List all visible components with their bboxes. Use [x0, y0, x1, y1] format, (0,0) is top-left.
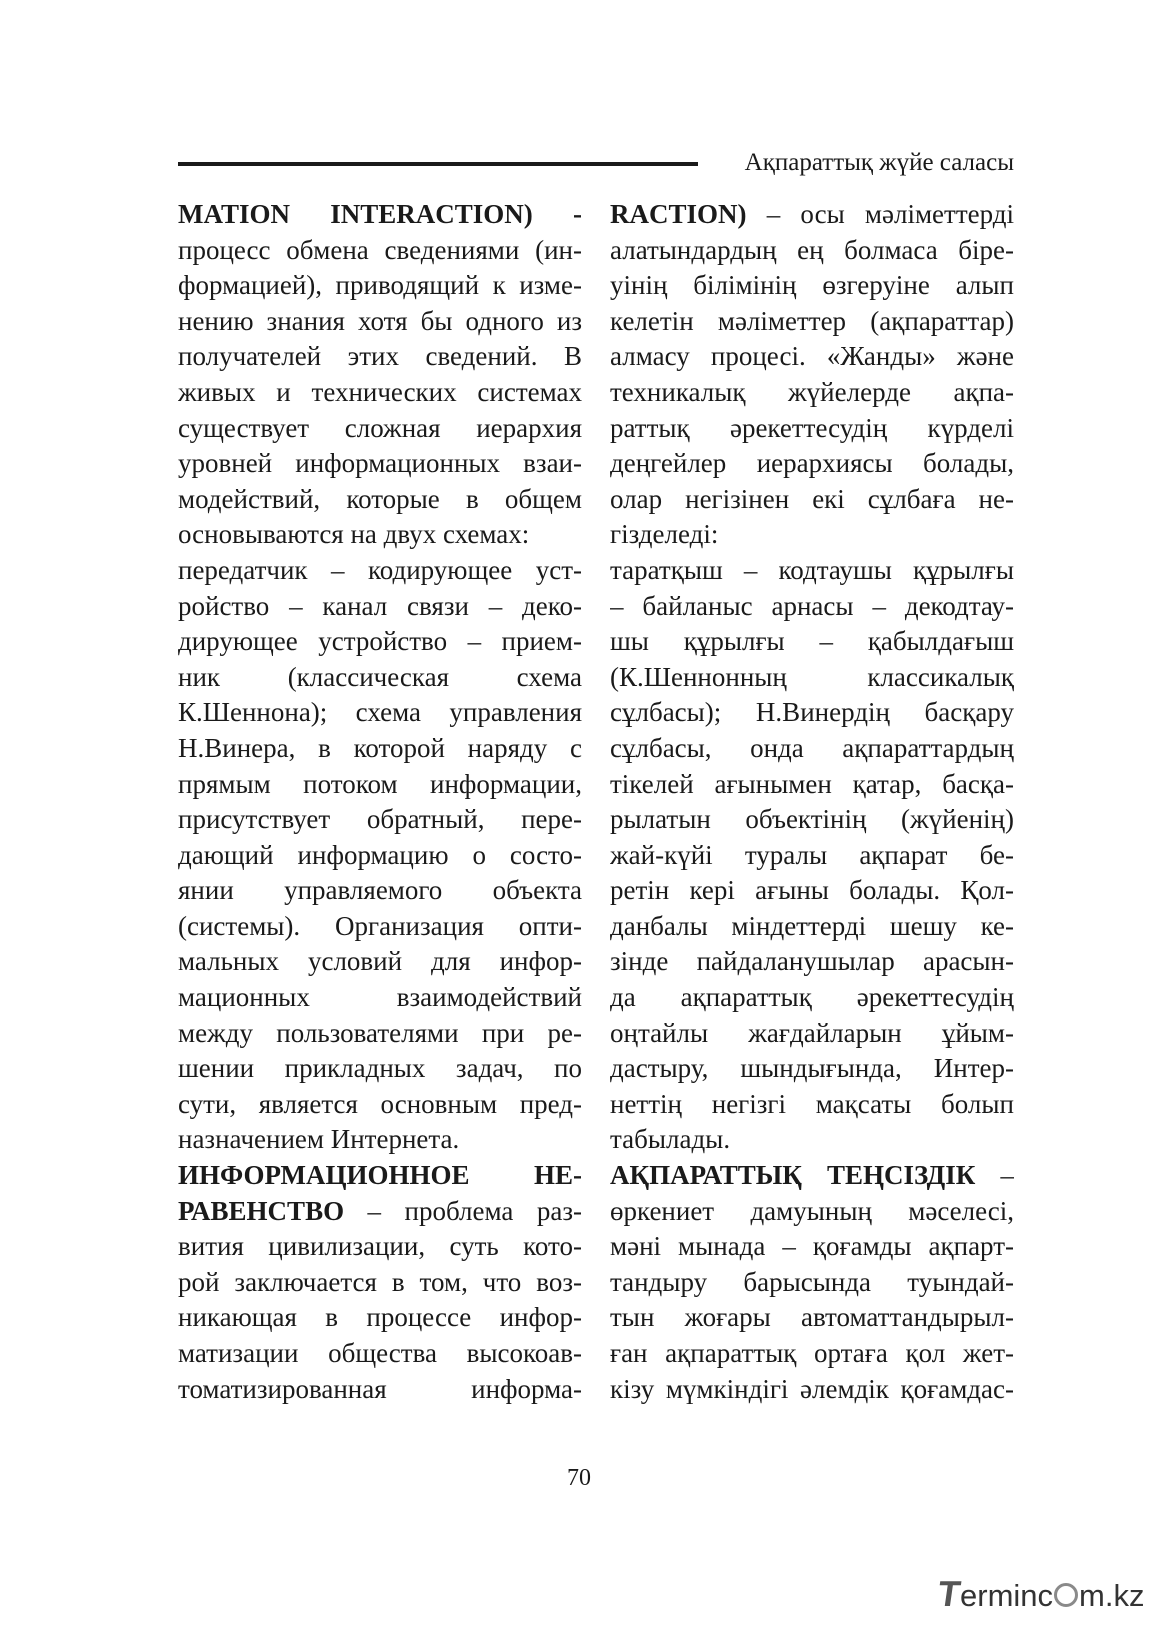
text-run: сути, является основным пред-: [178, 1088, 582, 1119]
text-line: [610, 553, 1014, 589]
text-run: неттің негізгі мақсаты болып: [610, 1088, 1014, 1119]
term-heading: АҚПАРАТТЫҚ ТЕҢСІЗДІК: [610, 1160, 976, 1191]
text-line: [610, 589, 1014, 625]
text-line: [610, 1122, 1014, 1158]
term-heading: MATION INTERACTION) -: [178, 199, 582, 229]
text-run: тікелей ағынымен қатар, басқа-: [610, 768, 1014, 799]
running-title: Ақпараттық жүйе саласы: [744, 149, 1014, 176]
text-run: Н.Винера, в которой наряду с: [178, 732, 582, 763]
text-run: существует сложная иерархия: [178, 412, 582, 443]
text-line: [610, 446, 1014, 482]
text-line: [178, 767, 582, 803]
header-rule: [178, 162, 698, 166]
text-run: мәні мынада – қоғамды ақпарт-: [610, 1231, 1014, 1262]
running-header: [178, 148, 1014, 182]
text-line: [610, 660, 1014, 696]
text-line: [610, 482, 1014, 518]
text-line: [178, 1229, 582, 1265]
watermark-text-c: c: [1037, 1578, 1054, 1613]
text-run: зінде пайдаланушылар арасын-: [610, 946, 1014, 977]
text-run: олар негізінен екі сұлбаға не-: [610, 483, 1014, 514]
text-line: [178, 660, 582, 696]
watermark-o-icon: [1054, 1583, 1078, 1607]
text-line: [178, 695, 582, 731]
text-run: да ақпараттық әрекеттесудің: [610, 982, 1014, 1013]
text-line: [178, 589, 582, 625]
text-line: [610, 1158, 1014, 1194]
text-line: [610, 624, 1014, 660]
text-line: [610, 1372, 1014, 1408]
text-run: таратқыш – кодтаушы құрылғы: [610, 554, 1014, 585]
text-run: жай-күйі туралы ақпарат бе-: [610, 839, 1014, 870]
text-line: [610, 1265, 1014, 1301]
text-run: ройство – канал связи – деко-: [178, 590, 582, 621]
text-line: [610, 695, 1014, 731]
text-line: [178, 731, 582, 767]
text-line: [178, 197, 582, 233]
text-run: уровней информационных взаи-: [178, 448, 582, 479]
text-line: [178, 1087, 582, 1123]
text-run: алатындардың ең болмаса біре-: [610, 234, 1014, 265]
text-line: [610, 909, 1014, 945]
text-line: [610, 731, 1014, 767]
text-line: [178, 411, 582, 447]
text-line: [178, 909, 582, 945]
text-run: матизации общества высокоав-: [178, 1338, 582, 1368]
text-line: [178, 624, 582, 660]
term-heading: RACTION): [610, 199, 747, 229]
text-line: [178, 1336, 582, 1372]
term-heading: ИНФОРМАЦИОННОЕ НЕ-: [178, 1160, 582, 1191]
text-line: [178, 304, 582, 340]
text-run: (К.Шеннонның классикалық: [610, 661, 1014, 692]
text-run: формацией), приводящий к изме-: [178, 270, 582, 301]
text-run: вития цивилизации, суть кото-: [178, 1231, 582, 1262]
text-line: [178, 1122, 582, 1158]
text-run: кізу мүмкіндігі әлемдік қоғамдас-: [610, 1373, 1014, 1404]
page-number: 70: [567, 1465, 591, 1491]
text-line: [610, 1087, 1014, 1123]
text-line: [178, 1051, 582, 1087]
text-line: [610, 304, 1014, 340]
text-line: [178, 482, 582, 518]
text-run: табылады.: [610, 1124, 731, 1155]
text-line: [178, 980, 582, 1016]
text-run: янии управляемого объекта: [178, 875, 582, 906]
text-run: шении прикладных задач, по: [178, 1053, 582, 1084]
text-run: –: [975, 1160, 1014, 1191]
text-run: уінің білімінің өзгеруіне алып: [610, 270, 1014, 301]
text-run: никающая в процессе инфор-: [178, 1302, 582, 1333]
text-line: [610, 268, 1014, 304]
text-run: К.Шеннона); схема управления: [178, 697, 582, 728]
text-line: [178, 873, 582, 909]
text-run: рылатын объектінің (жүйенің): [610, 804, 1014, 835]
text-line: [178, 375, 582, 411]
right-column: [610, 197, 1014, 1407]
text-line: [610, 980, 1014, 1016]
text-line: [178, 1194, 582, 1230]
text-run: – осы мәліметтерді: [746, 199, 1014, 229]
text-run: живых и технических системах: [178, 376, 582, 407]
text-line: [178, 1016, 582, 1052]
text-line: [610, 233, 1014, 269]
text-run: – проблема раз-: [344, 1195, 582, 1226]
text-line: [610, 197, 1014, 233]
text-run: келетін мәліметтер (ақпараттар): [610, 305, 1014, 336]
text-run: получателей этих сведений. В: [178, 341, 582, 372]
text-run: сұлбасы); Н.Винердің басқару: [610, 697, 1014, 728]
text-line: [610, 1194, 1014, 1230]
text-run: сұлбасы, онда ақпараттардың: [610, 732, 1014, 763]
text-run: деңгейлер иерархиясы болады,: [610, 448, 1014, 479]
text-run: тандыру барысында туындай-: [610, 1266, 1014, 1297]
text-line: [610, 1336, 1014, 1372]
text-line: [178, 553, 582, 589]
text-run: тын жоғары автоматтандырыл-: [610, 1302, 1014, 1333]
text-line: [610, 339, 1014, 375]
text-run: нению знания хотя бы одного из: [178, 305, 582, 336]
text-run: передатчик – кодирующее уст-: [178, 554, 582, 585]
text-run: дирующее устройство – прием-: [178, 626, 582, 657]
text-run: дастыру, шындығында, Интер-: [610, 1053, 1014, 1084]
text-line: [610, 1016, 1014, 1052]
text-run: присутствует обратный, пере-: [178, 804, 582, 835]
text-line: [178, 446, 582, 482]
text-run: основываются на двух схемах:: [178, 519, 530, 550]
text-run: модействий, которые в общем: [178, 483, 582, 514]
text-line: [178, 944, 582, 980]
term-heading: РАВЕНСТВО: [178, 1195, 345, 1226]
text-line: [610, 838, 1014, 874]
text-line: [178, 233, 582, 269]
text-line: [610, 802, 1014, 838]
text-line: [178, 1265, 582, 1301]
text-run: томатизированная информа-: [178, 1373, 582, 1404]
text-run: (системы). Организация опти-: [178, 910, 582, 941]
text-run: назначением Интернета.: [178, 1124, 460, 1155]
text-run: прямым потоком информации,: [178, 768, 582, 799]
text-line: [178, 838, 582, 874]
text-line: [178, 1300, 582, 1336]
text-line: [610, 411, 1014, 447]
text-run: ған ақпараттық ортаға қол жет-: [610, 1338, 1014, 1368]
text-line: [610, 517, 1014, 553]
text-run: мационных взаимодействий: [178, 982, 582, 1013]
text-line: [178, 339, 582, 375]
text-run: ник (классическая схема: [178, 661, 582, 692]
text-run: – байланыс арнасы – декодтау-: [610, 590, 1014, 621]
watermark-logo: [935, 1573, 1145, 1614]
text-run: ретін кері ағыны болады. Қол-: [610, 875, 1014, 906]
text-line: [610, 873, 1014, 909]
text-line: [610, 1300, 1014, 1336]
text-line: [178, 802, 582, 838]
text-line: [610, 944, 1014, 980]
text-line: [178, 1158, 582, 1194]
left-column: [178, 197, 582, 1407]
watermark-text-start: ermin: [960, 1578, 1038, 1613]
text-line: [178, 517, 582, 553]
text-run: өркениет дамуының мәселесі,: [610, 1195, 1014, 1226]
text-run: процесс обмена сведениями (ин-: [178, 234, 582, 265]
text-run: рой заключается в том, что воз-: [178, 1266, 582, 1297]
text-run: раттық әрекеттесудің күрделі: [610, 412, 1014, 443]
text-line: [178, 1372, 582, 1408]
text-run: оңтайлы жағдайларын ұйым-: [610, 1017, 1014, 1048]
text-line: [178, 268, 582, 304]
text-line: [610, 1051, 1014, 1087]
text-run: дающий информацию о состо-: [178, 839, 582, 870]
text-run: гізделеді:: [610, 519, 719, 550]
watermark-initial: T: [935, 1573, 963, 1614]
text-run: мальных условий для инфор-: [178, 946, 582, 977]
text-run: шы құрылғы – қабылдағыш: [610, 626, 1014, 657]
text-run: техникалық жүйелерде ақпа-: [610, 376, 1014, 407]
watermark-text-end: m.kz: [1079, 1578, 1145, 1613]
text-run: между пользователями при ре-: [178, 1017, 582, 1048]
text-line: [610, 1229, 1014, 1265]
text-run: данбалы міндеттерді шешу ке-: [610, 910, 1014, 941]
text-line: [610, 375, 1014, 411]
text-run: алмасу процесі. «Жанды» және: [610, 341, 1014, 372]
text-line: [610, 767, 1014, 803]
